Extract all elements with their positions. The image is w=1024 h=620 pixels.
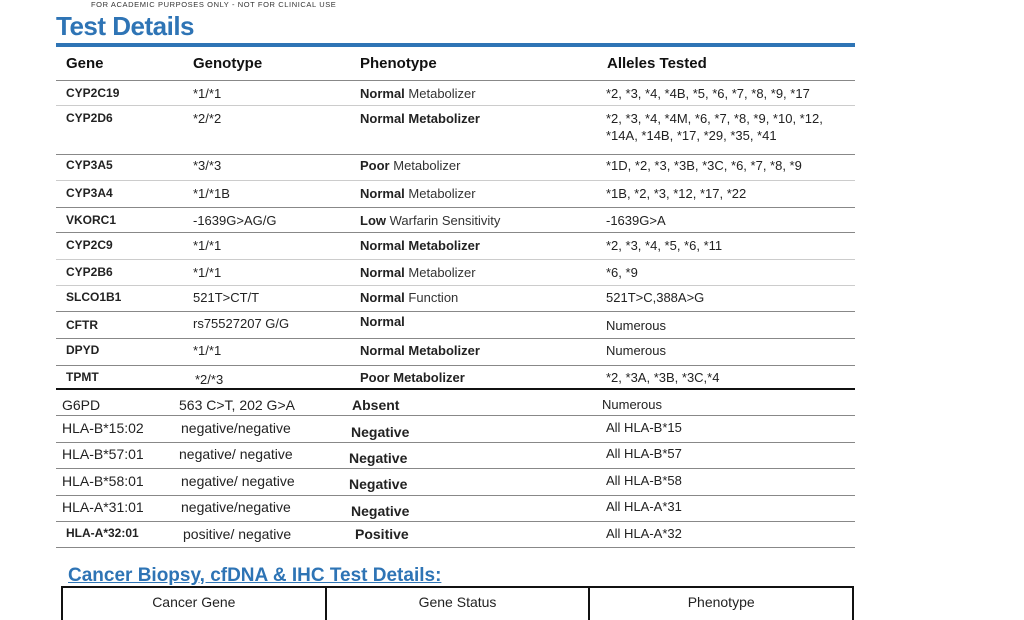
genotype-cell: 563 C>T, 202 G>A <box>179 397 295 413</box>
header-phenotype: Phenotype <box>360 55 437 72</box>
row-divider <box>56 468 855 469</box>
genotype-cell: *1/*1B <box>193 186 230 201</box>
row-divider <box>56 365 855 366</box>
phenotype-cell <box>360 290 458 305</box>
phenotype-status: Negative <box>351 424 410 440</box>
phenotype-detail: Metabolizer <box>408 343 480 358</box>
phenotype-cell <box>360 314 405 329</box>
gene-cell: CYP3A4 <box>66 186 113 200</box>
title-divider <box>56 43 855 47</box>
phenotype-status: Negative <box>351 503 410 519</box>
phenotype-cell <box>349 450 407 466</box>
alleles-cell: All HLA-A*32 <box>606 526 682 541</box>
gene-cell: DPYD <box>66 343 100 357</box>
row-divider <box>56 207 855 208</box>
gene-cell: G6PD <box>62 397 101 413</box>
cancer-header-phenotype: Phenotype <box>588 588 852 620</box>
alleles-cell: All HLA-B*58 <box>606 473 682 488</box>
phenotype-cell <box>360 111 480 126</box>
phenotype-detail: Metabolizer <box>408 238 480 253</box>
alleles-cell: *2, *3, *4, *4M, *6, *7, *8, *9, *10, *12, <box>606 111 823 126</box>
row-divider <box>56 547 855 548</box>
phenotype-status: Normal <box>360 186 405 201</box>
phenotype-status: Normal <box>360 343 405 358</box>
alleles-cell: *1D, *2, *3, *3B, *3C, *6, *7, *8, *9 <box>606 158 802 173</box>
alleles-cell: All HLA-B*57 <box>606 446 682 461</box>
phenotype-cell <box>360 186 476 201</box>
phenotype-status: Normal <box>360 314 405 329</box>
phenotype-cell <box>360 238 480 253</box>
row-divider <box>56 311 855 312</box>
genotype-cell: *3/*3 <box>193 158 222 173</box>
cancer-header-gene: Cancer Gene <box>152 594 236 610</box>
row-divider <box>56 105 855 106</box>
row-divider <box>56 154 855 155</box>
phenotype-status: Negative <box>349 450 408 466</box>
phenotype-detail: Metabolizer <box>408 86 476 101</box>
row-divider <box>56 80 855 81</box>
phenotype-status: Negative <box>349 476 408 492</box>
genotype-cell: negative/negative <box>181 499 291 515</box>
alleles-cell: All HLA-B*15 <box>606 420 682 435</box>
genotype-cell: negative/negative <box>181 420 291 436</box>
cancer-table-header <box>61 586 854 620</box>
phenotype-status: Poor <box>360 370 390 385</box>
phenotype-detail: Metabolizer <box>393 370 465 385</box>
phenotype-cell <box>352 397 399 413</box>
row-divider <box>56 338 855 339</box>
phenotype-cell <box>351 503 409 519</box>
row-divider <box>56 180 855 181</box>
phenotype-detail: Metabolizer <box>408 111 480 126</box>
phenotype-detail: Metabolizer <box>408 186 476 201</box>
phenotype-status: Positive <box>355 526 409 542</box>
header-alleles: Alleles Tested <box>607 55 707 72</box>
disclaimer: FOR ACADEMIC PURPOSES ONLY - NOT FOR CLINICAL USE <box>91 0 337 9</box>
alleles-cell: -1639G>A <box>606 213 666 228</box>
phenotype-cell <box>360 370 465 385</box>
phenotype-cell <box>355 526 409 542</box>
genotype-cell: *1/*1 <box>193 86 222 101</box>
phenotype-status: Normal <box>360 238 405 253</box>
gene-cell: TPMT <box>66 370 99 384</box>
row-divider <box>56 521 855 522</box>
gene-cell: HLA-A*32:01 <box>66 526 139 540</box>
phenotype-cell <box>360 343 480 358</box>
gene-cell: CYP2C19 <box>66 86 120 100</box>
phenotype-cell <box>351 424 409 440</box>
row-divider <box>56 442 855 443</box>
row-divider <box>56 232 855 233</box>
genotype-cell: *2/*2 <box>193 111 222 126</box>
gene-cell: HLA-B*57:01 <box>62 446 144 462</box>
row-divider <box>56 495 855 496</box>
row-divider <box>56 285 855 286</box>
phenotype-status: Low <box>360 213 386 228</box>
gene-cell: CYP2C9 <box>66 238 113 252</box>
section-divider <box>56 388 855 390</box>
gene-cell: CYP2B6 <box>66 265 113 279</box>
phenotype-status: Normal <box>360 290 405 305</box>
alleles-cell: Numerous <box>606 343 666 358</box>
genotype-cell: -1639G>AG/G <box>193 213 277 228</box>
alleles-cell-continued: *14A, *14B, *17, *29, *35, *41 <box>606 128 777 143</box>
alleles-cell: *2, *3, *4, *5, *6, *11 <box>606 238 723 253</box>
genotype-cell: *1/*1 <box>193 343 222 358</box>
alleles-cell: *6, *9 <box>606 265 638 280</box>
genotype-cell: *1/*1 <box>193 238 222 253</box>
phenotype-status: Absent <box>352 397 400 413</box>
phenotype-status: Poor <box>360 158 390 173</box>
gene-cell: HLA-B*15:02 <box>62 420 144 436</box>
alleles-cell: *2, *3, *4, *4B, *5, *6, *7, *8, *9, *17 <box>606 86 810 101</box>
phenotype-detail: Metabolizer <box>393 158 461 173</box>
phenotype-cell <box>360 158 460 173</box>
genotype-cell: negative/ negative <box>179 446 293 462</box>
alleles-cell: All HLA-A*31 <box>606 499 682 514</box>
genotype-cell: 521T>CT/T <box>193 290 260 305</box>
gene-cell: HLA-A*31:01 <box>62 499 144 515</box>
genotype-cell: negative/ negative <box>181 473 295 489</box>
gene-cell: CYP3A5 <box>66 158 113 172</box>
gene-cell: HLA-B*58:01 <box>62 473 144 489</box>
phenotype-status: Normal <box>360 265 405 280</box>
phenotype-status: Normal <box>360 86 405 101</box>
alleles-cell: Numerous <box>602 397 662 412</box>
genotype-cell: positive/ negative <box>183 526 292 542</box>
row-divider <box>56 415 855 416</box>
phenotype-cell <box>360 265 476 280</box>
gene-cell: CFTR <box>66 318 98 332</box>
genotype-cell: *2/*3 <box>195 372 224 387</box>
row-divider <box>56 259 855 260</box>
phenotype-cell <box>360 213 500 228</box>
phenotype-cell <box>349 476 407 492</box>
alleles-cell: *2, *3A, *3B, *3C,*4 <box>606 370 720 385</box>
genotype-cell: rs75527207 G/G <box>193 316 290 331</box>
gene-cell: CYP2D6 <box>66 111 113 125</box>
header-gene: Gene <box>66 55 104 72</box>
phenotype-detail: Warfarin Sensitivity <box>389 213 501 228</box>
cancer-header-status: Gene Status <box>325 588 589 620</box>
alleles-cell: *1B, *2, *3, *12, *17, *22 <box>606 186 747 201</box>
alleles-cell: Numerous <box>606 318 666 333</box>
gene-cell: VKORC1 <box>66 213 117 227</box>
page-title: Test Details <box>56 11 195 41</box>
phenotype-cell <box>360 86 476 101</box>
alleles-cell: 521T>C,388A>G <box>606 290 705 305</box>
cancer-section-title: Cancer Biopsy, cfDNA & IHC Test Details: <box>68 565 442 586</box>
phenotype-detail: Metabolizer <box>408 265 476 280</box>
gene-cell: SLCO1B1 <box>66 290 122 304</box>
phenotype-status: Normal <box>360 111 405 126</box>
header-genotype: Genotype <box>193 55 263 72</box>
phenotype-detail: Function <box>408 290 459 305</box>
genotype-cell: *1/*1 <box>193 265 222 280</box>
